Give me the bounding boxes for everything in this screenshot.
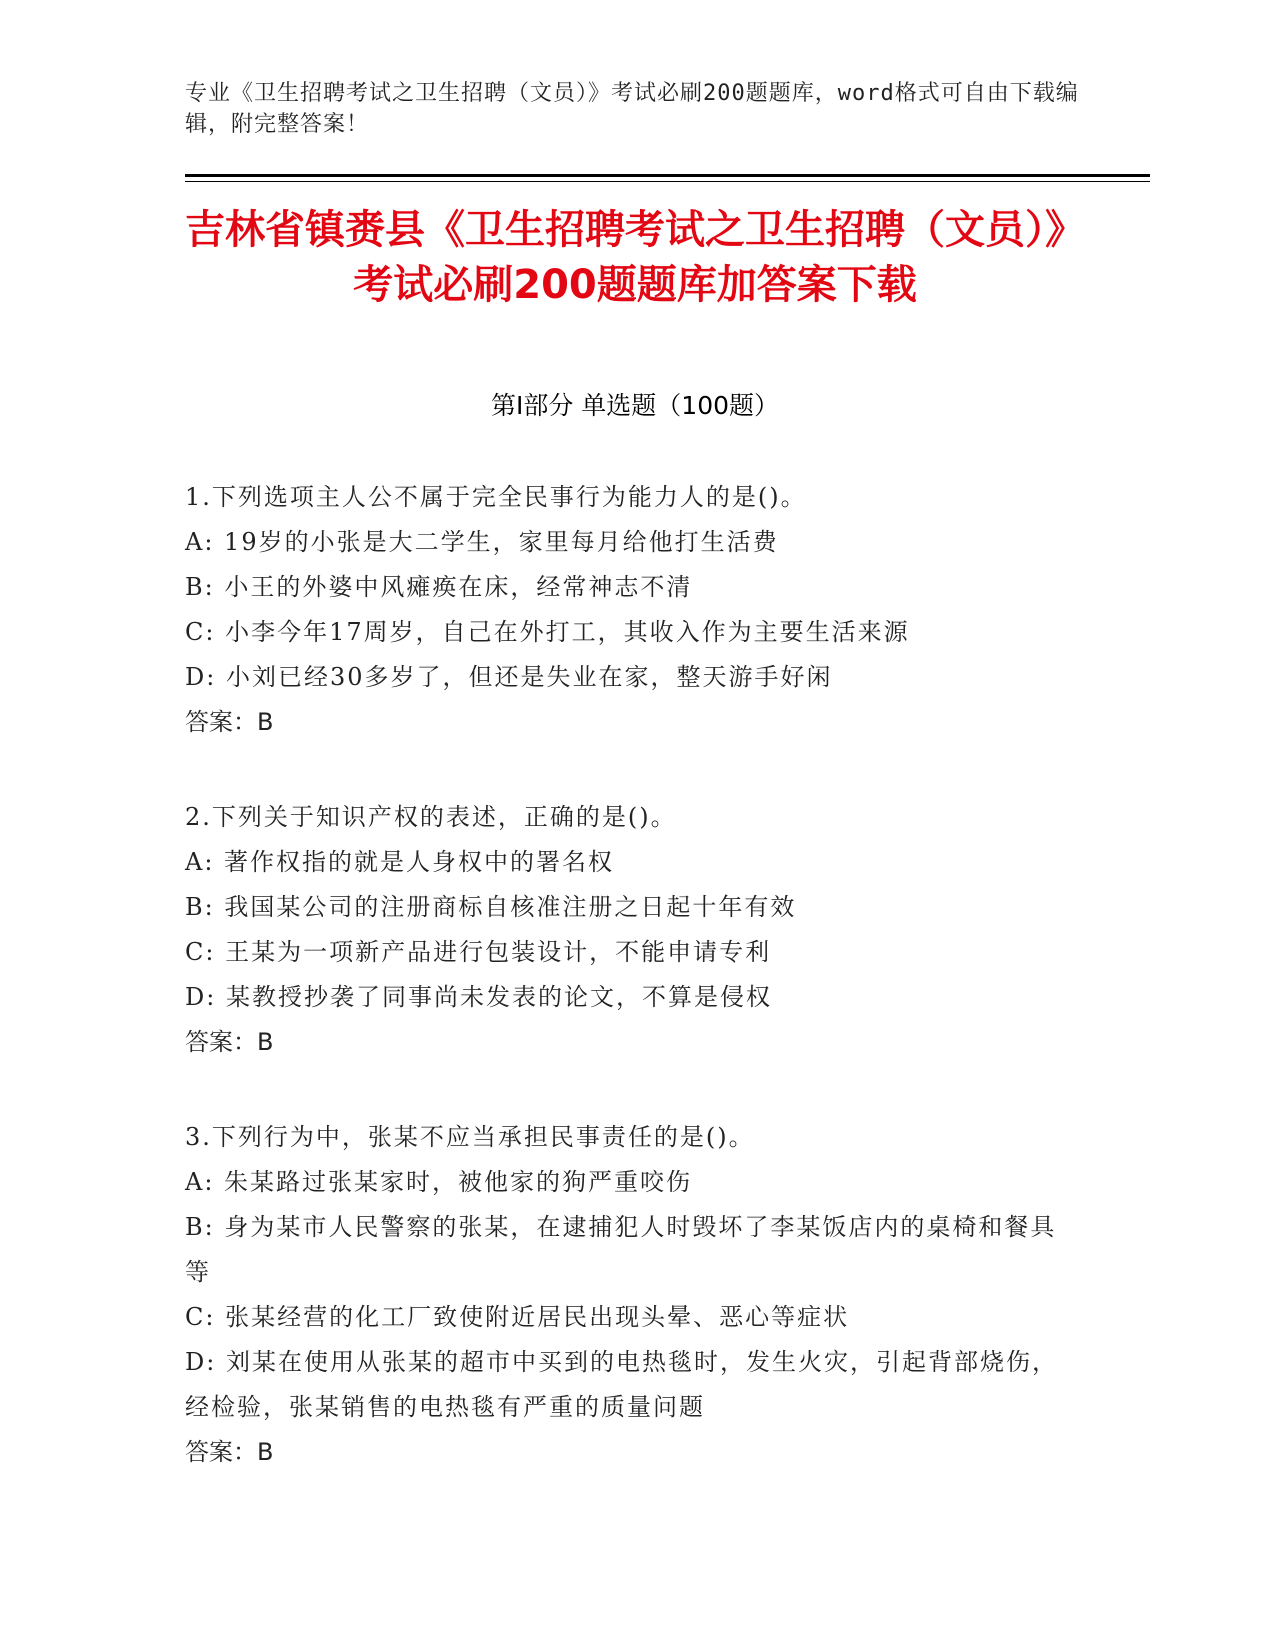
question-1 — [185, 475, 1065, 745]
option-a: A: 朱某路过张某家时，被他家的狗严重咬伤 — [185, 1168, 693, 1196]
option-c: C: 小李今年17周岁，自己在外打工，其收入作为主要生活来源 — [185, 618, 910, 646]
question-list — [185, 475, 1065, 1525]
option-b: B: 我国某公司的注册商标自核准注册之日起十年有效 — [185, 893, 797, 921]
option-d: D: 刘某在使用从张某的超市中买到的电热毯时，发生火灾，引起背部烧伤，经检验，张某销售的电热毯有严重的质量问题 — [185, 1348, 1058, 1421]
option-b: B: 身为某市人民警察的张某，在逮捕犯人时毁坏了李某饭店内的桌椅和餐具等 — [185, 1213, 1057, 1286]
header-note: 专业《卫生招聘考试之卫生招聘（文员）》考试必刷200题题库，word格式可自由下载编辑，附完整答案！ — [185, 81, 1079, 137]
answer: 答案：B — [185, 1028, 274, 1056]
option-d: D: 某教授抄袭了同事尚未发表的论文，不算是侵权 — [185, 983, 772, 1011]
option-c: C: 张某经营的化工厂致使附近居民出现头晕、恶心等症状 — [185, 1303, 850, 1331]
document-title: 吉林省镇赉县《卫生招聘考试之卫生招聘（文员）》考试必刷200题题库加答案下载 — [185, 207, 1085, 308]
question-stem: 3.下列行为中，张某不应当承担民事责任的是()。 — [185, 1123, 755, 1151]
option-a: A: 著作权指的就是人身权中的署名权 — [185, 848, 615, 876]
question-2 — [185, 795, 1065, 1065]
answer: 答案：B — [185, 708, 274, 736]
section-heading: 第I部分 单选题（100题） — [490, 391, 780, 420]
header-rule-thin — [185, 181, 1150, 182]
question-stem: 1.下列选项主人公不属于完全民事行为能力人的是()。 — [185, 483, 807, 511]
option-b: B: 小王的外婆中风瘫痪在床，经常神志不清 — [185, 573, 693, 601]
option-a: A: 19岁的小张是大二学生，家里每月给他打生活费 — [185, 528, 779, 556]
question-stem: 2.下列关于知识产权的表述，正确的是()。 — [185, 803, 677, 831]
option-d: D: 小刘已经30多岁了，但还是失业在家，整天游手好闲 — [185, 663, 833, 691]
answer: 答案：B — [185, 1438, 274, 1466]
question-3 — [185, 1115, 1065, 1475]
option-c: C: 王某为一项新产品进行包装设计，不能申请专利 — [185, 938, 772, 966]
header-rule-thick — [185, 174, 1150, 177]
